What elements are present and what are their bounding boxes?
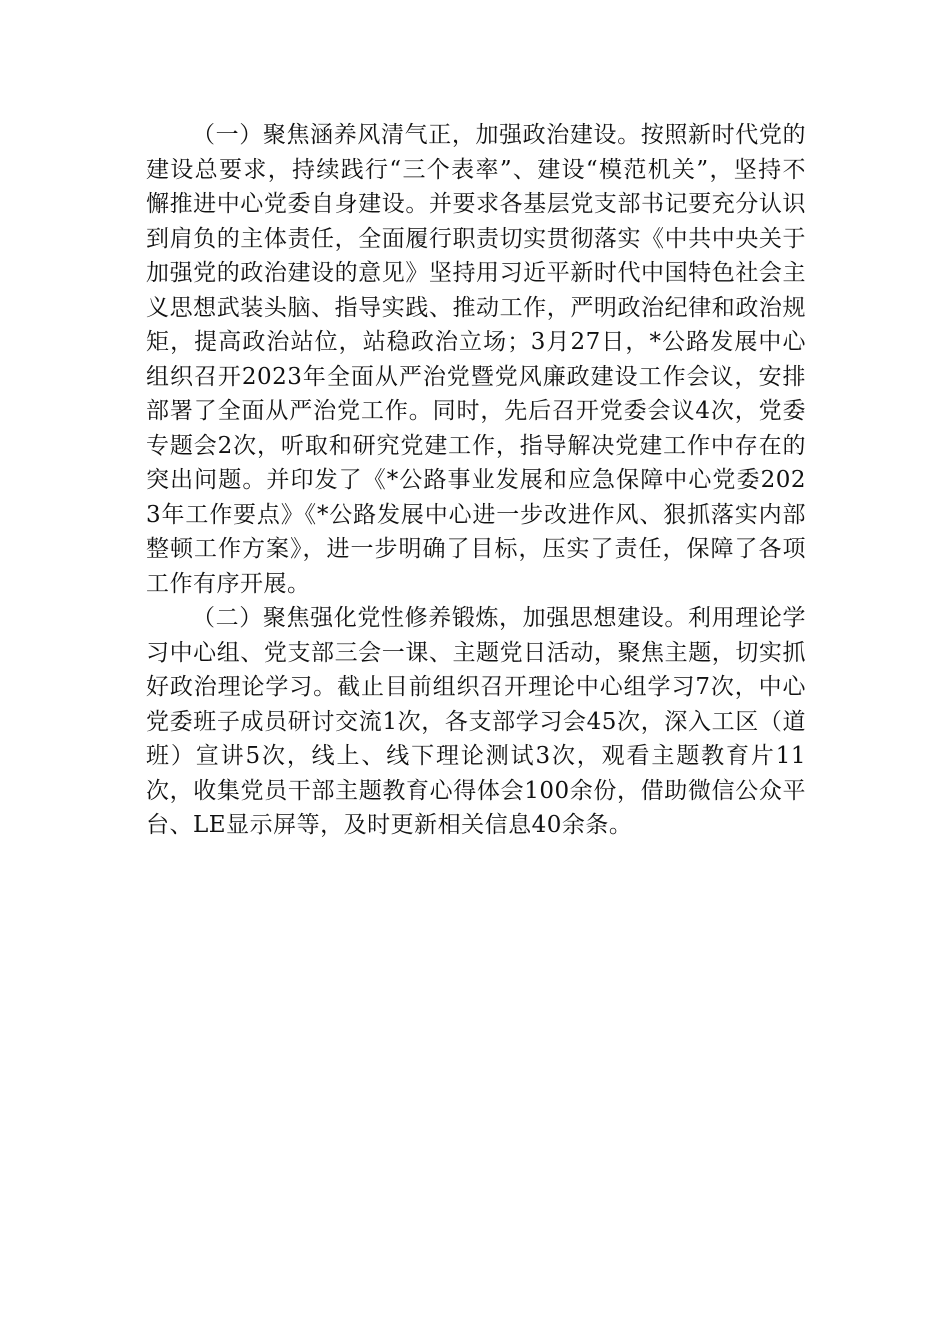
document-body bbox=[146, 118, 806, 843]
paragraph-political-construction: （一）聚焦涵养风清气正，加强政治建设。按照新时代党的建设总要求，持续践行“三个表率”、建设“模范机关”，坚持不懈推进中心党委自身建设。并要求各基层党支部书记要充分认识到肩负的主体责任，全面履行职责切实贯彻落实《中共中央关于加强党的政治建设的意见》坚持用习近平新时代中国特色社会主义思想武装头脑、指导实践、推动工作，严明政治纪律和政治规矩，提高政治站位，站稳政治立场；3月27日，*公路发展中心组织召开2023年全面从严治党暨党风廉政建设工作会议，安排部署了全面从严治党工作。同时，先后召开党委会议4次，党委专题会2次，听取和研究党建工作，指导解决党建工作中存在的突出问题。并印发了《*公路事业发展和应急保障中心党委2023年工作要点》《*公路发展中心进一步改进作风、狠抓落实内部整顿工作方案》，进一步明确了目标，压实了责任，保障了各项工作有序开展。 bbox=[146, 122, 806, 597]
paragraph-ideological-construction: （二）聚焦强化党性修养锻炼，加强思想建设。利用理论学习中心组、党支部三会一课、主题党日活动，聚焦主题，切实抓好政治理论学习。截止目前组织召开理论中心组学习7次，中心党委班子成员研讨交流1次，各支部学习会45次，深入工区（道班）宣讲5次，线上、线下理论测试3次，观看主题教育片11次，收集党员干部主题教育心得体会100余份，借助微信公众平台、LE显示屏等，及时更新相关信息40余条。 bbox=[146, 605, 806, 838]
